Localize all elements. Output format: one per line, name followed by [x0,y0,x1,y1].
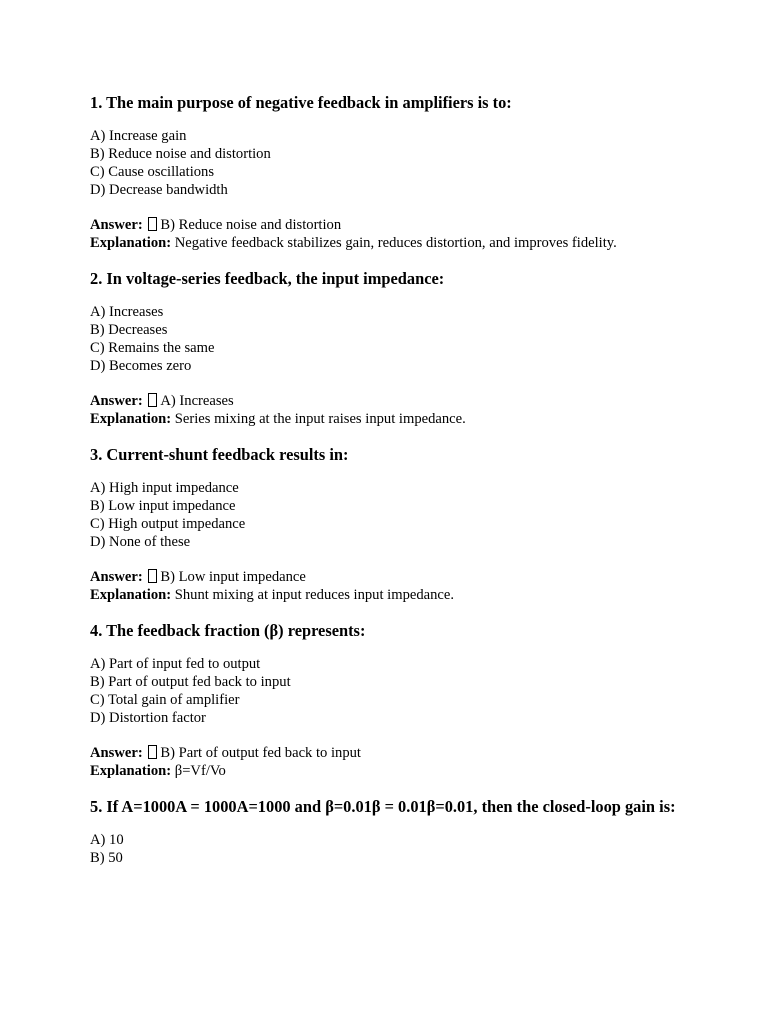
answer-line [90,568,690,586]
check-icon [148,393,157,407]
options-list [90,479,690,551]
option-b: B) Part of output fed back to input [90,674,291,690]
option-d: D) Becomes zero [90,358,192,374]
check-icon [148,745,157,759]
answer-block [90,216,690,252]
option-c: C) Remains the same [90,340,215,356]
answer-text: A) Increases [160,393,234,409]
answer-text: B) Low input impedance [160,569,306,585]
explanation-line [90,410,690,428]
answer-block [90,392,690,428]
options-list [90,303,690,375]
question-3 [90,444,690,604]
options-list [90,127,690,199]
options-list [90,655,690,727]
option-d: D) Decrease bandwidth [90,182,228,198]
explanation-text: Negative feedback stabilizes gain, reduces distortion, and improves fidelity. [174,235,617,251]
option-a: A) High input impedance [90,480,239,496]
option-c: C) Total gain of amplifier [90,692,240,708]
explanation-line [90,234,690,252]
option-a: A) Increases [90,304,164,320]
question-title: 4. The feedback fraction (β) represents: [90,621,366,640]
question-4 [90,620,690,780]
check-icon [148,569,157,583]
answer-line [90,744,690,762]
check-icon [148,217,157,231]
explanation-text: β=Vf/Vo [174,763,226,779]
answer-label: Answer: [90,745,143,761]
option-b: B) 50 [90,850,123,866]
option-c: C) Cause oscillations [90,164,215,180]
answer-block [90,744,690,780]
explanation-label: Explanation: [90,411,172,427]
answer-text: B) Part of output fed back to input [160,745,361,761]
question-title: 3. Current-shunt feedback results in: [90,445,349,464]
options-list [90,831,690,867]
answer-line [90,216,690,234]
option-a: A) Increase gain [90,128,187,144]
document-page [90,92,690,884]
answer-text: B) Reduce noise and distortion [160,217,342,233]
question-title: 5. If A=1000A = 1000A=1000 and β=0.01β = 0.01β=0.01, then the closed-loop gain is: [90,797,676,816]
option-b: B) Decreases [90,322,168,338]
question-title: 1. The main purpose of negative feedback in amplifiers is to: [90,93,512,112]
explanation-label: Explanation: [90,763,172,779]
option-d: D) Distortion factor [90,710,206,726]
question-1 [90,92,690,252]
answer-label: Answer: [90,569,143,585]
option-b: B) Reduce noise and distortion [90,146,271,162]
question-2 [90,268,690,428]
answer-block [90,568,690,604]
option-b: B) Low input impedance [90,498,236,514]
explanation-text: Shunt mixing at input reduces input impedance. [174,587,455,603]
option-a: A) Part of input fed to output [90,656,261,672]
explanation-line [90,762,690,780]
option-d: D) None of these [90,534,191,550]
option-a: A) 10 [90,832,124,848]
question-title: 2. In voltage-series feedback, the input impedance: [90,269,445,288]
question-5 [90,796,690,867]
answer-line [90,392,690,410]
explanation-label: Explanation: [90,587,172,603]
answer-label: Answer: [90,217,143,233]
explanation-line [90,586,690,604]
option-c: C) High output impedance [90,516,246,532]
explanation-label: Explanation: [90,235,172,251]
explanation-text: Series mixing at the input raises input impedance. [174,411,466,427]
answer-label: Answer: [90,393,143,409]
